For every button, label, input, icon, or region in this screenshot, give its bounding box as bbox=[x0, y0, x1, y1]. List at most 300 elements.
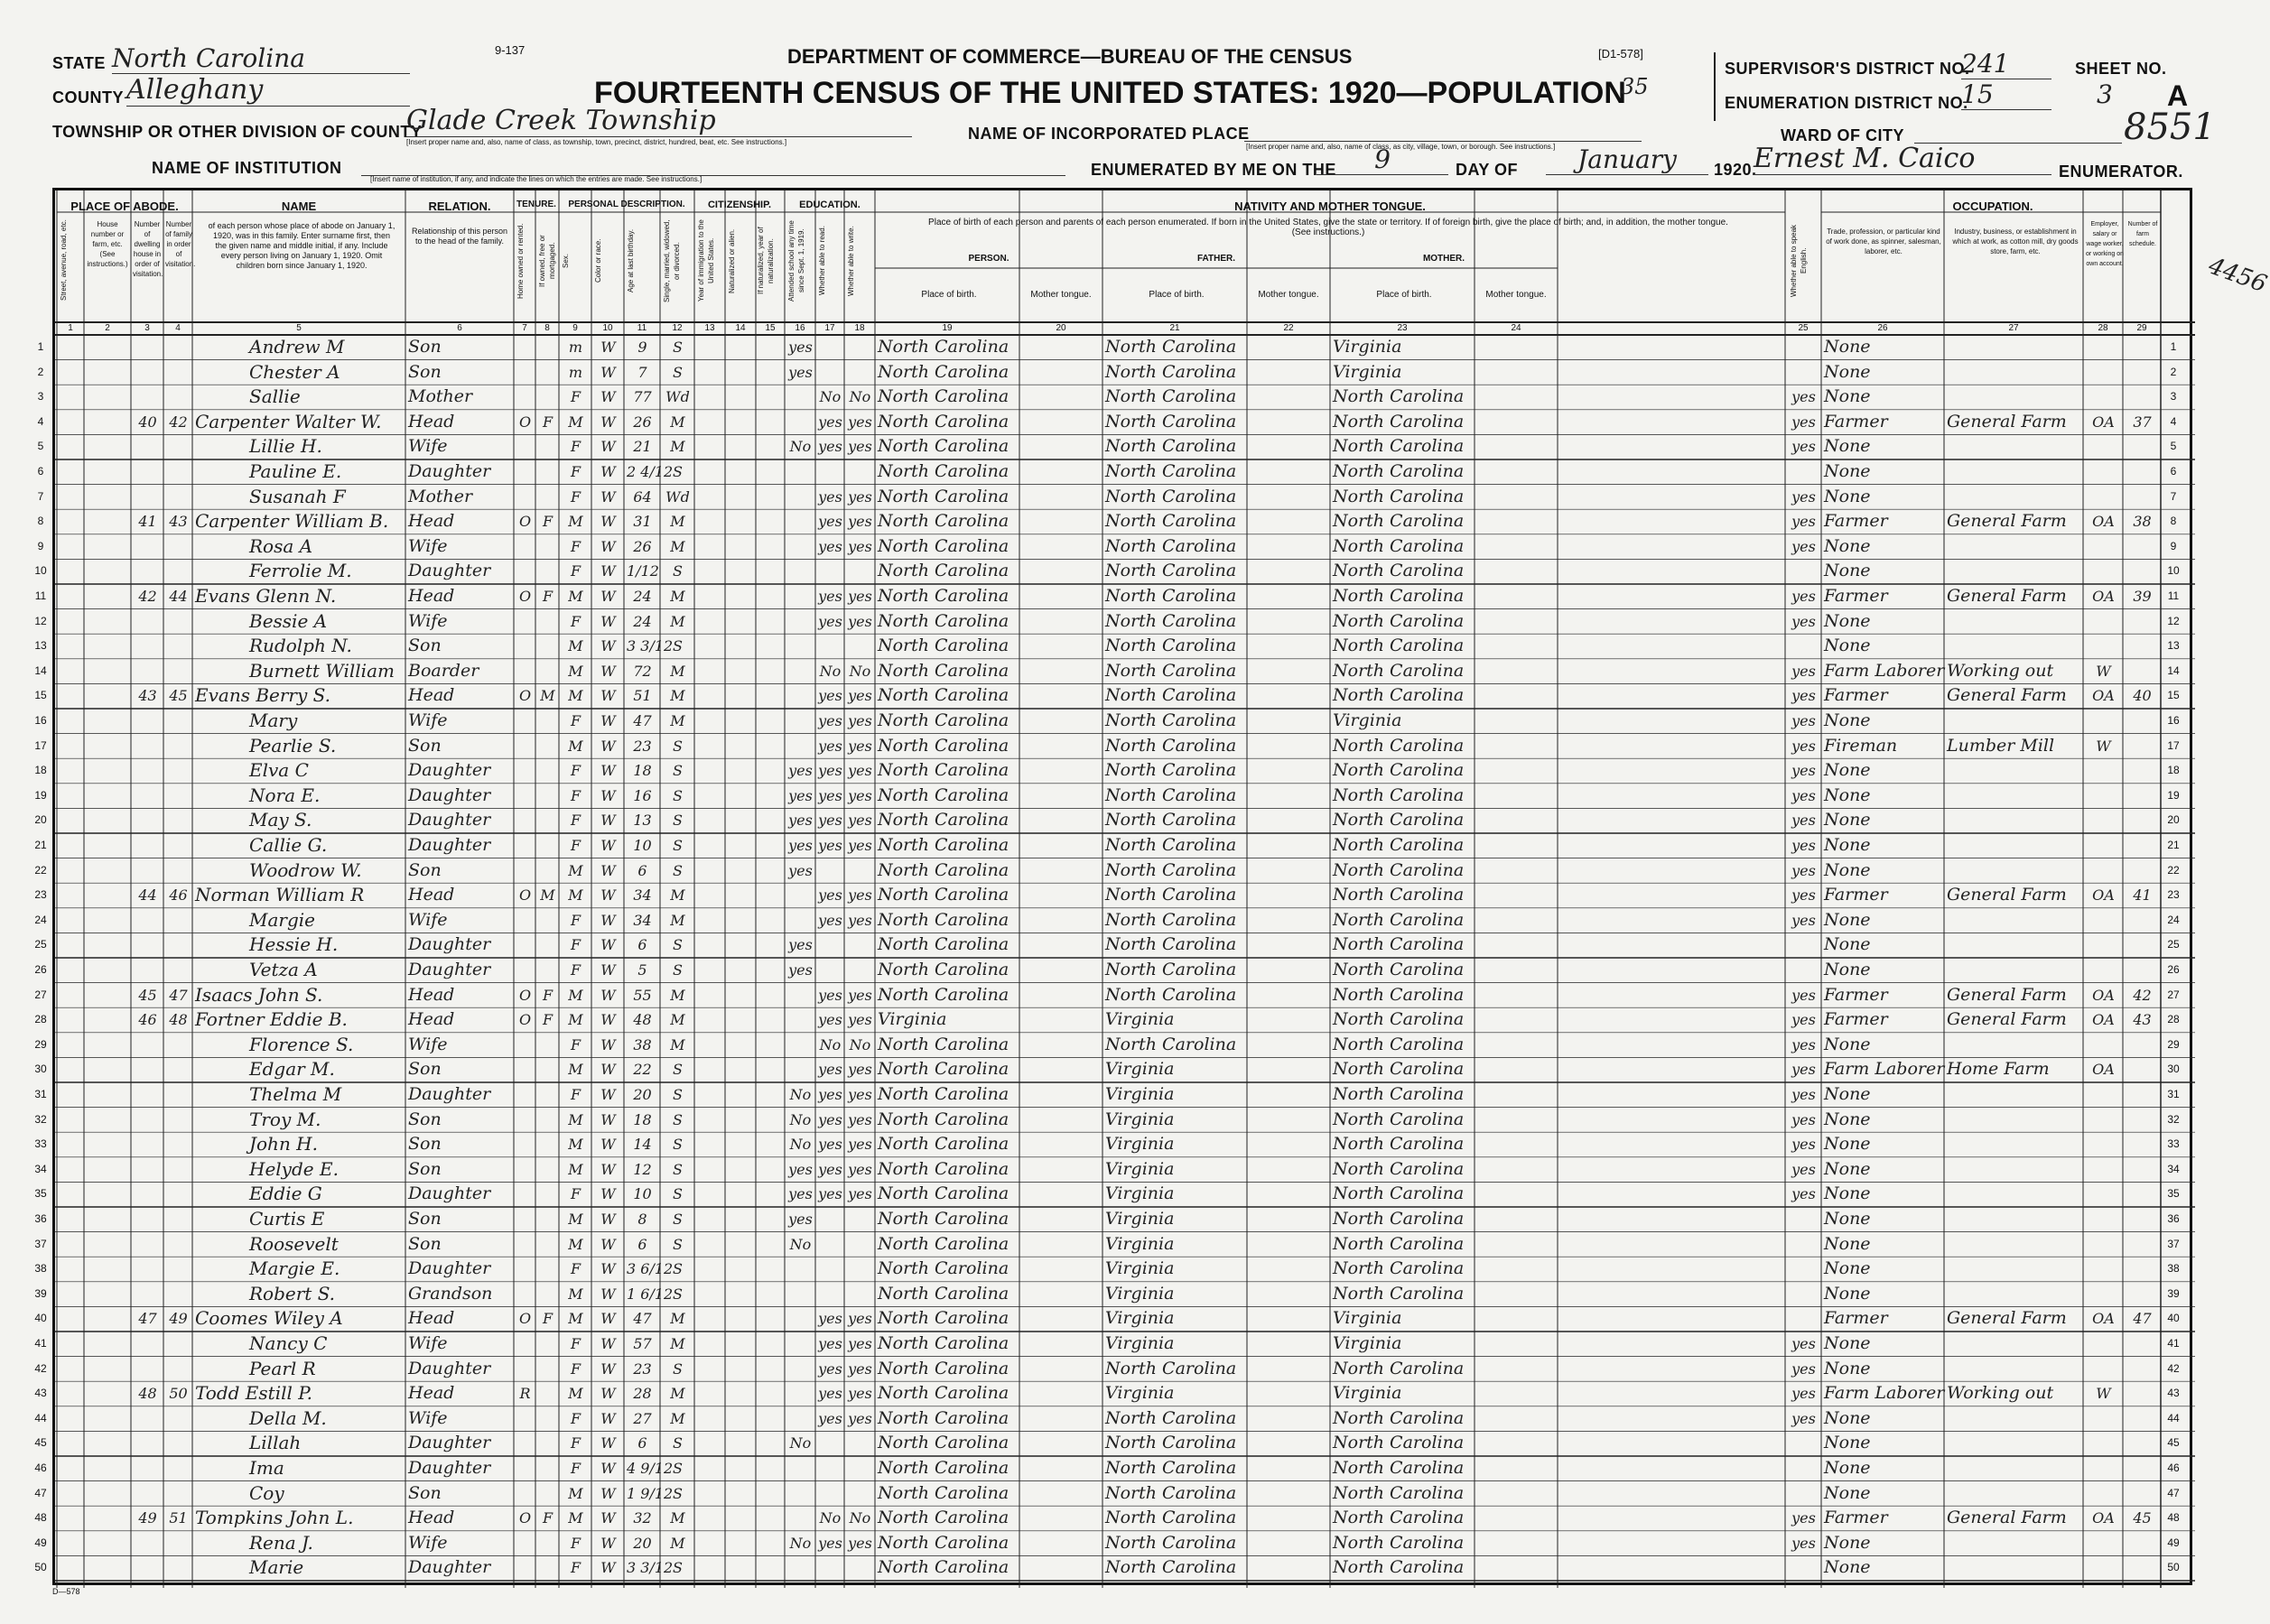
cell-age: 26 bbox=[633, 537, 652, 555]
cell-sex: m bbox=[568, 339, 583, 356]
cell-mpob: North Carolina bbox=[1333, 1532, 1465, 1553]
cell-name: Rena J. bbox=[249, 1531, 313, 1554]
line-number-right: 42 bbox=[2167, 1361, 2180, 1375]
cell-name: Edgar M. bbox=[249, 1058, 335, 1081]
cell-pob: Virginia bbox=[878, 1009, 947, 1030]
cell-sch: yes bbox=[788, 363, 813, 381]
column-number: 15 bbox=[765, 323, 776, 333]
line-number-left: 11 bbox=[34, 589, 47, 602]
cell-farm: 43 bbox=[2133, 1011, 2152, 1029]
line-number-right: 33 bbox=[2167, 1137, 2180, 1151]
cell-pob: North Carolina bbox=[878, 1333, 1009, 1353]
cell-rel: Son bbox=[408, 859, 442, 880]
cell-rel: Daughter bbox=[408, 760, 491, 781]
cell-fpob: Virginia bbox=[1105, 1233, 1175, 1254]
cell-ms: S bbox=[673, 1460, 683, 1477]
cell-read: yes bbox=[818, 1061, 842, 1079]
cell-mpob: North Carolina bbox=[1333, 586, 1465, 606]
cell-occ: Farmer bbox=[1824, 1308, 1888, 1329]
cell-age: 23 bbox=[633, 737, 652, 755]
line-number-right: 48 bbox=[2167, 1511, 2180, 1525]
cell-race: W bbox=[600, 911, 616, 929]
cell-sex: F bbox=[570, 438, 581, 456]
cell-write: yes bbox=[848, 986, 872, 1004]
cell-farm: 39 bbox=[2133, 588, 2152, 605]
line-number-right: 36 bbox=[2167, 1212, 2180, 1225]
cell-pob: North Carolina bbox=[878, 486, 1009, 506]
cell-mpob: North Carolina bbox=[1333, 1158, 1465, 1179]
cell-occ: None bbox=[1824, 1183, 1871, 1204]
line-number-left: 4 bbox=[37, 414, 44, 428]
cell-read: No bbox=[819, 662, 842, 680]
cell-age: 8 bbox=[637, 1211, 647, 1228]
cell-age: 7 bbox=[637, 363, 647, 381]
cell-name: Roosevelt bbox=[249, 1232, 339, 1255]
line-number-right: 19 bbox=[2167, 788, 2180, 802]
cell-sch: No bbox=[789, 438, 812, 456]
cell-read: yes bbox=[818, 1011, 842, 1029]
cell-age: 34 bbox=[633, 886, 652, 905]
cell-write: yes bbox=[848, 812, 872, 830]
cell-own: O bbox=[518, 986, 532, 1004]
cell-mort: F bbox=[542, 588, 554, 605]
column-number: 17 bbox=[824, 323, 835, 333]
header-name: of each person whose place of abode on January 1, 1920, was in this family. Enter surname first, then the given name and middle initial, if any. Include every person living on January 1, 1920. Omit children born since January 1, 1920. bbox=[208, 221, 395, 270]
cell-rel: Head bbox=[408, 1009, 455, 1030]
cell-race: W bbox=[600, 1409, 616, 1427]
cell-ms: S bbox=[673, 463, 683, 480]
cell-sex: M bbox=[568, 687, 583, 705]
cell-mpob: North Carolina bbox=[1333, 1134, 1465, 1155]
column-number: 20 bbox=[1056, 323, 1066, 333]
cell-pob: North Carolina bbox=[878, 1532, 1009, 1553]
cell-sex: M bbox=[568, 1235, 583, 1253]
cell-fpob: Virginia bbox=[1105, 1383, 1175, 1404]
line-number-right: 1 bbox=[2170, 340, 2177, 353]
cell-fpob: North Carolina bbox=[1105, 1358, 1237, 1378]
cell-rel: Son bbox=[408, 1209, 442, 1229]
cell-fpob: North Carolina bbox=[1105, 1433, 1237, 1453]
cell-own: O bbox=[518, 1011, 532, 1029]
cell-pob: North Carolina bbox=[878, 1059, 1009, 1080]
line-number-left: 46 bbox=[34, 1462, 47, 1474]
cell-mpob: North Carolina bbox=[1333, 1482, 1465, 1503]
line-number-left: 33 bbox=[34, 1137, 47, 1151]
column-number: 12 bbox=[672, 323, 683, 333]
cell-mpob: Virginia bbox=[1333, 710, 1402, 730]
cell-race: W bbox=[600, 1110, 616, 1128]
line-number-right: 15 bbox=[2167, 689, 2180, 702]
cell-write: yes bbox=[848, 1061, 872, 1079]
line-number-left: 5 bbox=[37, 440, 44, 453]
line-number-left: 20 bbox=[34, 813, 47, 827]
cell-sex: M bbox=[568, 986, 583, 1004]
cell-fpob: North Carolina bbox=[1105, 859, 1237, 880]
cell-ms: M bbox=[670, 986, 685, 1004]
cell-sex: M bbox=[568, 1385, 583, 1403]
line-number-right: 40 bbox=[2167, 1312, 2180, 1325]
cell-read: yes bbox=[818, 487, 842, 506]
cell-occ: None bbox=[1824, 361, 1871, 382]
cell-read: yes bbox=[818, 438, 842, 456]
enumerator-label: ENUMERATOR. bbox=[2059, 162, 2183, 181]
cell-name: John H. bbox=[249, 1133, 318, 1155]
line-number-right: 39 bbox=[2167, 1286, 2180, 1300]
census-table bbox=[34, 188, 2192, 1585]
line-number-left: 17 bbox=[34, 738, 47, 752]
column-number: 16 bbox=[795, 323, 805, 333]
cell-eng: yes bbox=[1791, 886, 1816, 905]
cell-eng: yes bbox=[1791, 812, 1816, 830]
cell-sch: yes bbox=[788, 339, 813, 356]
cell-rel: Daughter bbox=[408, 1557, 491, 1578]
column-number: 29 bbox=[2136, 323, 2147, 333]
cell-read: yes bbox=[818, 1136, 842, 1154]
header-industry: Industry, business, or establishment in which at work, as cotton mill, dry goods store, farm, etc. bbox=[1952, 227, 2079, 255]
cell-sex: M bbox=[568, 861, 583, 879]
cell-ms: M bbox=[670, 1011, 685, 1029]
cell-age: 6 bbox=[637, 936, 647, 954]
cell-read: yes bbox=[818, 1110, 842, 1128]
group-occupation: OCCUPATION. bbox=[1952, 200, 2033, 213]
line-number-left: 41 bbox=[34, 1337, 47, 1350]
column-number: 28 bbox=[2098, 323, 2108, 333]
cell-occ: None bbox=[1824, 1557, 1871, 1578]
form-number: 9-137 bbox=[495, 43, 526, 57]
cell-write: yes bbox=[848, 1185, 872, 1203]
cell-mort: M bbox=[540, 687, 555, 705]
cell-mpob: North Carolina bbox=[1333, 735, 1465, 756]
cell-sch: No bbox=[789, 1110, 812, 1128]
cell-mpob: North Carolina bbox=[1333, 960, 1465, 979]
cell-ind: General Farm bbox=[1947, 511, 2067, 532]
cell-race: W bbox=[600, 961, 616, 979]
cell-farm: 37 bbox=[2133, 413, 2152, 431]
cell-mpob: North Carolina bbox=[1333, 461, 1465, 481]
line-number-left: 31 bbox=[34, 1088, 47, 1100]
cell-d: 41 bbox=[138, 513, 157, 531]
cell-d: 49 bbox=[138, 1509, 157, 1527]
cell-mpob: North Carolina bbox=[1333, 760, 1465, 781]
line-number-left: 45 bbox=[34, 1436, 47, 1450]
cell-write: yes bbox=[848, 1160, 872, 1178]
cell-name: Callie G. bbox=[249, 834, 328, 856]
cell-fpob: Virginia bbox=[1105, 1059, 1175, 1080]
cell-write: yes bbox=[848, 712, 872, 729]
cell-mpob: North Carolina bbox=[1333, 561, 1465, 581]
column-number: 14 bbox=[735, 323, 746, 333]
cell-ms: M bbox=[670, 612, 685, 630]
cell-occ: None bbox=[1824, 1034, 1871, 1054]
line-number-right: 43 bbox=[2167, 1387, 2180, 1400]
cell-sch: yes bbox=[788, 1160, 813, 1178]
cell-pob: North Carolina bbox=[878, 1433, 1009, 1453]
cell-name: Lillie H. bbox=[249, 435, 322, 458]
header-father-birthplace: Place of birth. bbox=[1149, 290, 1205, 300]
line-number-left: 50 bbox=[34, 1561, 47, 1574]
cell-age: 6 bbox=[637, 1434, 647, 1452]
cell-rel: Son bbox=[408, 1233, 442, 1254]
line-number-right: 10 bbox=[2167, 564, 2180, 578]
cell-pob: North Carolina bbox=[878, 735, 1009, 756]
cell-rel: Son bbox=[408, 1059, 442, 1080]
cell-eng: yes bbox=[1791, 1409, 1816, 1427]
cell-occ: None bbox=[1824, 1134, 1871, 1155]
cell-age: 4 9/12 bbox=[627, 1460, 674, 1477]
cell-name: Todd Estill P. bbox=[195, 1382, 312, 1405]
cell-race: W bbox=[600, 1086, 616, 1103]
cell-name: Ima bbox=[249, 1457, 284, 1479]
cell-sex: F bbox=[570, 936, 581, 954]
cell-sex: F bbox=[570, 562, 581, 580]
cell-emp: OA bbox=[2092, 1509, 2115, 1527]
cell-name: Pauline E. bbox=[249, 460, 342, 482]
line-number-right: 45 bbox=[2167, 1436, 2180, 1450]
cell-emp: W bbox=[2096, 662, 2111, 680]
cell-name: Evans Berry S. bbox=[195, 684, 330, 707]
cell-name: Woodrow W. bbox=[249, 858, 362, 881]
cell-race: W bbox=[600, 438, 616, 456]
line-number-right: 9 bbox=[2170, 539, 2177, 552]
cell-fpob: North Carolina bbox=[1105, 784, 1237, 805]
cell-mpob: North Carolina bbox=[1333, 1183, 1465, 1204]
cell-ms: S bbox=[673, 1110, 683, 1128]
cell-name: Thelma M bbox=[249, 1083, 342, 1105]
cell-age: 24 bbox=[633, 588, 652, 605]
cell-mpob: North Carolina bbox=[1333, 685, 1465, 706]
cell-name: Nora E. bbox=[249, 784, 321, 806]
place-value bbox=[1244, 123, 1642, 142]
cell-sex: F bbox=[570, 487, 581, 506]
line-number-right: 22 bbox=[2167, 863, 2180, 877]
line-number-right: 12 bbox=[2167, 614, 2180, 627]
cell-name: Susanah F bbox=[249, 485, 346, 507]
line-number-left: 18 bbox=[34, 764, 47, 777]
cell-eng: yes bbox=[1791, 388, 1816, 406]
township-value: Glade Creek Township bbox=[406, 105, 912, 137]
header-mother-birthplace: Place of birth. bbox=[1376, 290, 1432, 300]
cell-name: Coomes Wiley A bbox=[195, 1307, 343, 1330]
cell-sex: F bbox=[570, 463, 581, 480]
cell-age: 20 bbox=[633, 1534, 652, 1552]
cell-f: 44 bbox=[169, 588, 188, 605]
cell-rel: Daughter bbox=[408, 1183, 491, 1204]
cell-name: Lillah bbox=[249, 1432, 302, 1454]
cell-sex: F bbox=[570, 1260, 581, 1278]
cell-sex: F bbox=[570, 1185, 581, 1203]
cell-own: O bbox=[518, 1509, 532, 1527]
cell-pob: North Carolina bbox=[878, 436, 1009, 457]
cell-mpob: North Carolina bbox=[1333, 436, 1465, 457]
cell-ms: M bbox=[670, 662, 685, 680]
cell-occ: None bbox=[1824, 636, 1871, 656]
cell-pob: North Carolina bbox=[878, 1508, 1009, 1528]
cell-fpob: North Carolina bbox=[1105, 1458, 1237, 1478]
cell-ms: S bbox=[673, 1285, 683, 1303]
cell-eng: yes bbox=[1791, 1086, 1816, 1103]
cell-race: W bbox=[600, 1235, 616, 1253]
cell-sex: F bbox=[570, 612, 581, 630]
cell-ms: S bbox=[673, 1434, 683, 1452]
cell-name: Tompkins John L. bbox=[195, 1507, 354, 1529]
cell-sex: F bbox=[570, 1434, 581, 1452]
line-number-right: 27 bbox=[2167, 988, 2180, 1001]
cell-occ: None bbox=[1824, 1258, 1871, 1279]
cell-sex: M bbox=[568, 513, 583, 531]
cell-fpob: North Carolina bbox=[1105, 386, 1237, 407]
cell-sex: M bbox=[568, 1285, 583, 1303]
cell-mpob: North Carolina bbox=[1333, 1258, 1465, 1279]
cell-ms: S bbox=[673, 562, 683, 580]
cell-mpob: North Carolina bbox=[1333, 386, 1465, 407]
cell-name: Rudolph N. bbox=[249, 635, 352, 657]
line-number-left: 9 bbox=[37, 539, 44, 552]
cell-age: 31 bbox=[633, 513, 652, 531]
line-number-right: 23 bbox=[2167, 888, 2180, 902]
line-number-left: 16 bbox=[34, 714, 47, 727]
cell-fpob: Virginia bbox=[1105, 1308, 1175, 1329]
cell-d: 47 bbox=[138, 1310, 157, 1328]
cell-write: No bbox=[849, 1509, 871, 1527]
cell-sex: F bbox=[570, 762, 581, 780]
cell-eng: yes bbox=[1791, 588, 1816, 605]
cell-occ: Farmer bbox=[1824, 411, 1888, 432]
line-number-left: 24 bbox=[34, 913, 47, 926]
cell-pob: North Carolina bbox=[878, 760, 1009, 781]
cell-age: 2 4/12 bbox=[627, 463, 674, 480]
cell-race: W bbox=[600, 861, 616, 879]
cell-ms: S bbox=[673, 1061, 683, 1079]
cell-occ: None bbox=[1824, 1084, 1871, 1104]
cell-sex: F bbox=[570, 388, 581, 406]
cell-occ: None bbox=[1824, 535, 1871, 556]
cell-fpob: Virginia bbox=[1105, 1183, 1175, 1204]
cell-ms: M bbox=[670, 413, 685, 431]
line-number-left: 7 bbox=[37, 489, 44, 503]
census-title: FOURTEENTH CENSUS OF THE UNITED STATES: 1920—POPULATION bbox=[594, 76, 1626, 110]
line-number-left: 15 bbox=[34, 689, 47, 702]
cell-pob: North Carolina bbox=[878, 784, 1009, 805]
cell-occ: None bbox=[1824, 1283, 1871, 1304]
header-attended-school: Attended school any time since Sept. 1, 1919. bbox=[787, 220, 805, 302]
cell-eng: yes bbox=[1791, 1136, 1816, 1154]
cell-pob: North Carolina bbox=[878, 960, 1009, 979]
cell-fpob: Virginia bbox=[1105, 1283, 1175, 1304]
cell-mpob: North Carolina bbox=[1333, 1034, 1465, 1054]
cell-race: W bbox=[600, 1160, 616, 1178]
cell-race: W bbox=[600, 936, 616, 954]
cell-eng: yes bbox=[1791, 1011, 1816, 1029]
line-number-left: 14 bbox=[34, 664, 47, 677]
cell-ms: M bbox=[670, 588, 685, 605]
cell-ms: M bbox=[670, 513, 685, 531]
cell-name: Carpenter Walter W. bbox=[195, 410, 382, 432]
line-number-left: 10 bbox=[34, 564, 47, 578]
cell-sex: F bbox=[570, 1035, 581, 1053]
cell-mort: F bbox=[542, 1011, 554, 1029]
header-age: Age at last birthday. bbox=[627, 228, 635, 293]
cell-read: yes bbox=[818, 1335, 842, 1352]
cell-own: R bbox=[519, 1385, 531, 1403]
cell-sex: F bbox=[570, 1335, 581, 1352]
cell-rel: Head bbox=[408, 1383, 455, 1404]
cell-occ: None bbox=[1824, 934, 1871, 955]
cell-age: 51 bbox=[633, 687, 652, 705]
enumerated-year: 1920. bbox=[1714, 161, 1757, 179]
cell-read: yes bbox=[818, 1086, 842, 1103]
cell-sch: yes bbox=[788, 837, 813, 854]
cell-pob: North Carolina bbox=[878, 859, 1009, 880]
cell-age: 3 6/12 bbox=[627, 1260, 674, 1278]
cell-fpob: North Carolina bbox=[1105, 586, 1237, 606]
line-number-right: 14 bbox=[2167, 664, 2180, 677]
cell-mort: F bbox=[542, 1509, 554, 1527]
cell-emp: OA bbox=[2092, 413, 2115, 431]
cell-sex: M bbox=[568, 637, 583, 655]
cell-mort: F bbox=[542, 513, 554, 531]
cell-ms: M bbox=[670, 687, 685, 705]
cell-name: Chester A bbox=[249, 360, 340, 383]
cell-read: yes bbox=[818, 837, 842, 854]
cell-ms: S bbox=[673, 637, 683, 655]
cell-mpob: North Carolina bbox=[1333, 535, 1465, 556]
cell-age: 6 bbox=[637, 861, 647, 879]
cell-sex: F bbox=[570, 837, 581, 854]
line-number-left: 26 bbox=[34, 963, 47, 976]
cell-race: W bbox=[600, 1509, 616, 1527]
cell-rel: Head bbox=[408, 411, 455, 432]
cell-rel: Daughter bbox=[408, 835, 491, 855]
cell-ms: S bbox=[673, 363, 683, 381]
cell-name: Helyde E. bbox=[249, 1157, 339, 1180]
line-number-right: 7 bbox=[2170, 489, 2177, 503]
cell-occ: Farmer bbox=[1824, 1009, 1888, 1030]
cell-race: W bbox=[600, 837, 616, 854]
group-nativity: NATIVITY AND MOTHER TONGUE. bbox=[1234, 200, 1426, 213]
group-citizenship: CITIZENSHIP. bbox=[707, 200, 772, 210]
cell-write: yes bbox=[848, 762, 872, 780]
cell-fpob: Virginia bbox=[1105, 1134, 1175, 1155]
cell-ms: Wd bbox=[665, 388, 690, 406]
cell-rel: Son bbox=[408, 337, 442, 357]
cell-own: O bbox=[518, 413, 532, 431]
line-number-left: 43 bbox=[34, 1387, 47, 1400]
line-number-right: 6 bbox=[2170, 465, 2177, 478]
cell-pob: North Carolina bbox=[878, 1458, 1009, 1478]
cell-rel: Wife bbox=[408, 710, 448, 730]
cell-rel: Wife bbox=[408, 436, 448, 457]
cell-eng: yes bbox=[1791, 1110, 1816, 1128]
cell-sex: F bbox=[570, 1534, 581, 1552]
cell-age: 3 3/12 bbox=[627, 1559, 674, 1577]
cell-write: yes bbox=[848, 886, 872, 905]
cell-race: W bbox=[600, 986, 616, 1004]
cell-sex: M bbox=[568, 662, 583, 680]
cell-eng: yes bbox=[1791, 1185, 1816, 1203]
cell-mpob: North Carolina bbox=[1333, 610, 1465, 631]
cell-fpob: North Carolina bbox=[1105, 909, 1237, 930]
line-number-right: 20 bbox=[2167, 813, 2180, 827]
cell-age: 20 bbox=[633, 1086, 652, 1103]
cell-fpob: Virginia bbox=[1105, 1258, 1175, 1279]
cell-f: 49 bbox=[169, 1310, 188, 1328]
cell-ind: General Farm bbox=[1947, 984, 2067, 1005]
cell-eng: yes bbox=[1791, 612, 1816, 630]
cell-ms: M bbox=[670, 712, 685, 729]
cell-ind: Lumber Mill bbox=[1947, 735, 2055, 756]
cell-eng: yes bbox=[1791, 762, 1816, 780]
cell-write: yes bbox=[848, 1335, 872, 1352]
